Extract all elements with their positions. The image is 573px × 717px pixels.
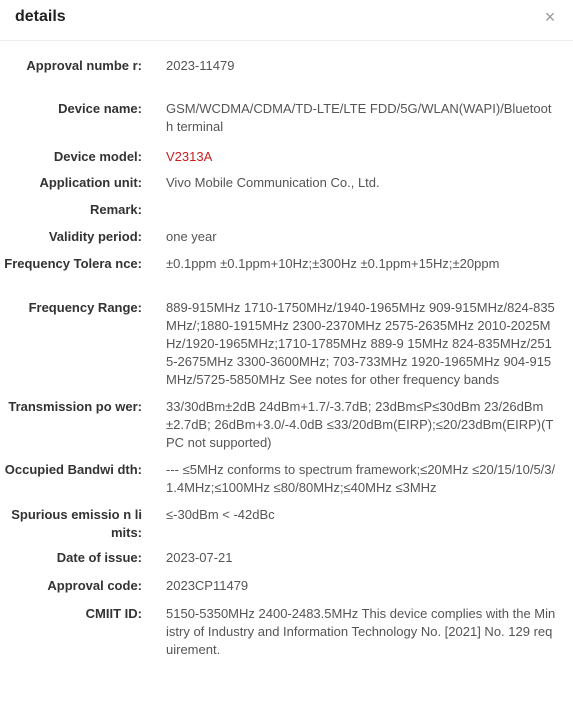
label-device-model: Device model: (53, 149, 142, 164)
value-validity-period: one year (166, 229, 217, 244)
value-transmission-power: 33/30dBm±2dB 24dBm+1.7/-3.7dB; 23dBm≤P≤30dBm 23/26dBm±2.7dB; 26dBm+3.0/-4.0dB ≤33/20dBm(EIRP);≤20/23dBm(EIRP)(TPC not supported) (166, 399, 554, 450)
row-validity-period (0, 228, 573, 246)
value-approval-code: 2023CP11479 (166, 578, 249, 593)
row-remark (0, 201, 573, 219)
row-spurious-emission (0, 506, 573, 542)
row-frequency-tolerance (0, 255, 573, 291)
row-device-name (0, 100, 573, 136)
row-application-unit (0, 174, 573, 192)
row-approval-code (0, 577, 573, 595)
dialog-header (0, 0, 573, 41)
value-frequency-tolerance: ±0.1ppm ±0.1ppm+10Hz;±300Hz ±0.1ppm+15Hz;±20ppm (166, 256, 500, 271)
row-occupied-bandwidth (0, 461, 573, 497)
row-device-model (0, 148, 573, 166)
row-approval-number (0, 57, 573, 93)
label-cmiit-id: CMIIT ID: (85, 606, 142, 621)
row-cmiit-id (0, 605, 573, 659)
value-device-name: GSM/WCDMA/CDMA/TD-LTE/LTE FDD/5G/WLAN(WAPI)/Bluetooth terminal (166, 101, 552, 134)
label-remark: Remark: (89, 202, 142, 217)
row-frequency-range (0, 299, 573, 389)
label-frequency-range: Frequency Range: (28, 300, 142, 315)
label-device-name: Device name: (58, 101, 142, 116)
label-occupied-bandwidth: Occupied Bandwi dth: (4, 462, 142, 477)
value-date-of-issue: 2023-07-21 (166, 550, 233, 565)
label-frequency-tolerance: Frequency Tolera nce: (4, 256, 142, 271)
label-transmission-power: Transmission po wer: (8, 399, 142, 414)
label-approval-number: Approval numbe r: (26, 58, 142, 73)
details-list (0, 57, 573, 659)
dialog-title: details (15, 8, 66, 25)
label-validity-period: Validity period: (48, 229, 142, 244)
row-date-of-issue (0, 549, 573, 567)
label-approval-code: Approval code: (47, 578, 142, 593)
label-spurious-emission: Spurious emissio n limits: (11, 507, 142, 540)
value-occupied-bandwidth: --- ≤5MHz conforms to spectrum framework;≤20MHz ≤20/15/10/5/3/1.4MHz;≤100MHz ≤80/80MHz;≤40MHz ≤3MHz (166, 462, 556, 495)
value-application-unit: Vivo Mobile Communication Co., Ltd. (166, 175, 380, 190)
row-transmission-power (0, 398, 573, 452)
value-cmiit-id: 5150-5350MHz 2400-2483.5MHz This device complies with the Ministry of Industry and Information Technology No. [2021] No. 129 requirement. (166, 606, 556, 657)
label-date-of-issue: Date of issue: (56, 550, 142, 565)
value-device-model: V2313A (166, 149, 213, 164)
value-spurious-emission: ≤-30dBm < -42dBc (166, 507, 275, 522)
value-frequency-range: 889-915MHz 1710-1750MHz/1940-1965MHz 909-915MHz/824-835MHz/;1880-1915MHz 2300-2370MHz 2575-2635MHz 2010-2025MHz/1920-1965MHz;1710-1785MHz 889-9 15MHz 824-835MHz/2515-2675MHz 3300-3600MHz; 703-733MHz 1920-1965MHz 904-915MHz/5725-5850MHz See notes for other frequency bands (166, 300, 555, 387)
value-approval-number: 2023-11479 (166, 58, 235, 73)
close-icon[interactable]: × (544, 7, 556, 27)
label-application-unit: Application unit: (39, 175, 142, 190)
